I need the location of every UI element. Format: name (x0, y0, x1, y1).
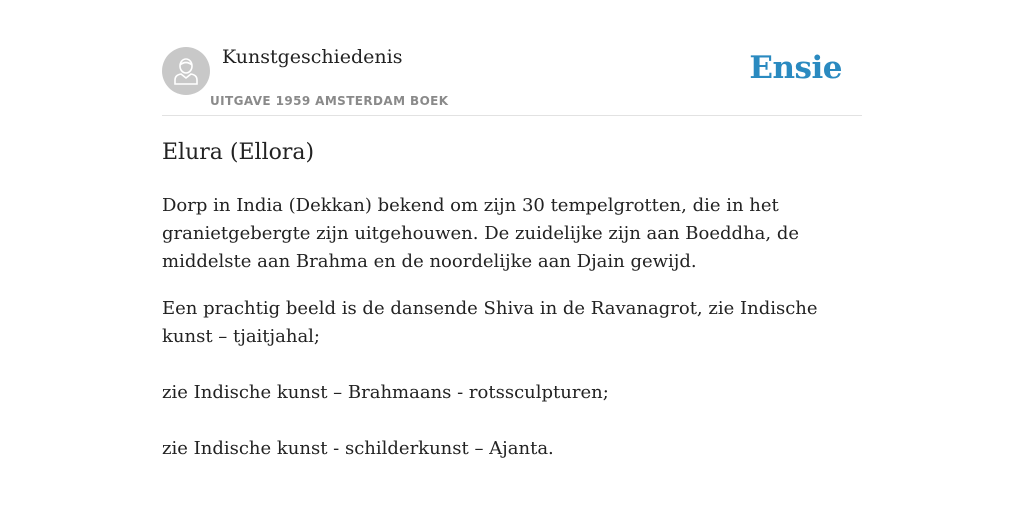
ensie-logo[interactable]: Ensie (749, 50, 842, 86)
user-silhouette-icon (173, 56, 199, 86)
article-title: Elura (Ellora) (162, 140, 315, 165)
source-title[interactable]: Kunstgeschiedenis (222, 46, 403, 68)
article-paragraph: Dorp in India (Dekkan) bekend om zijn 30 tempelgrotten, die in het granietgebergte zijn uitgehouwen. De zuidelijke zijn aan Boeddha, de middelste aan Brahma en de noordelijke aan Djain gewijd. (162, 195, 799, 272)
avatar[interactable] (162, 47, 210, 95)
article-paragraph: zie Indische kunst – Brahmaans - rotssculpturen; (162, 382, 609, 403)
article-paragraph: zie Indische kunst - schilderkunst – Ajanta. (162, 438, 554, 459)
source-header (162, 0, 862, 116)
page-container (162, 0, 862, 459)
article-paragraph: Een prachtig beeld is de dansende Shiva in de Ravanagrot, zie Indische kunst – tjaitjahal; (162, 298, 818, 347)
source-meta: UITGAVE 1959 AMSTERDAM BOEK (210, 94, 449, 108)
